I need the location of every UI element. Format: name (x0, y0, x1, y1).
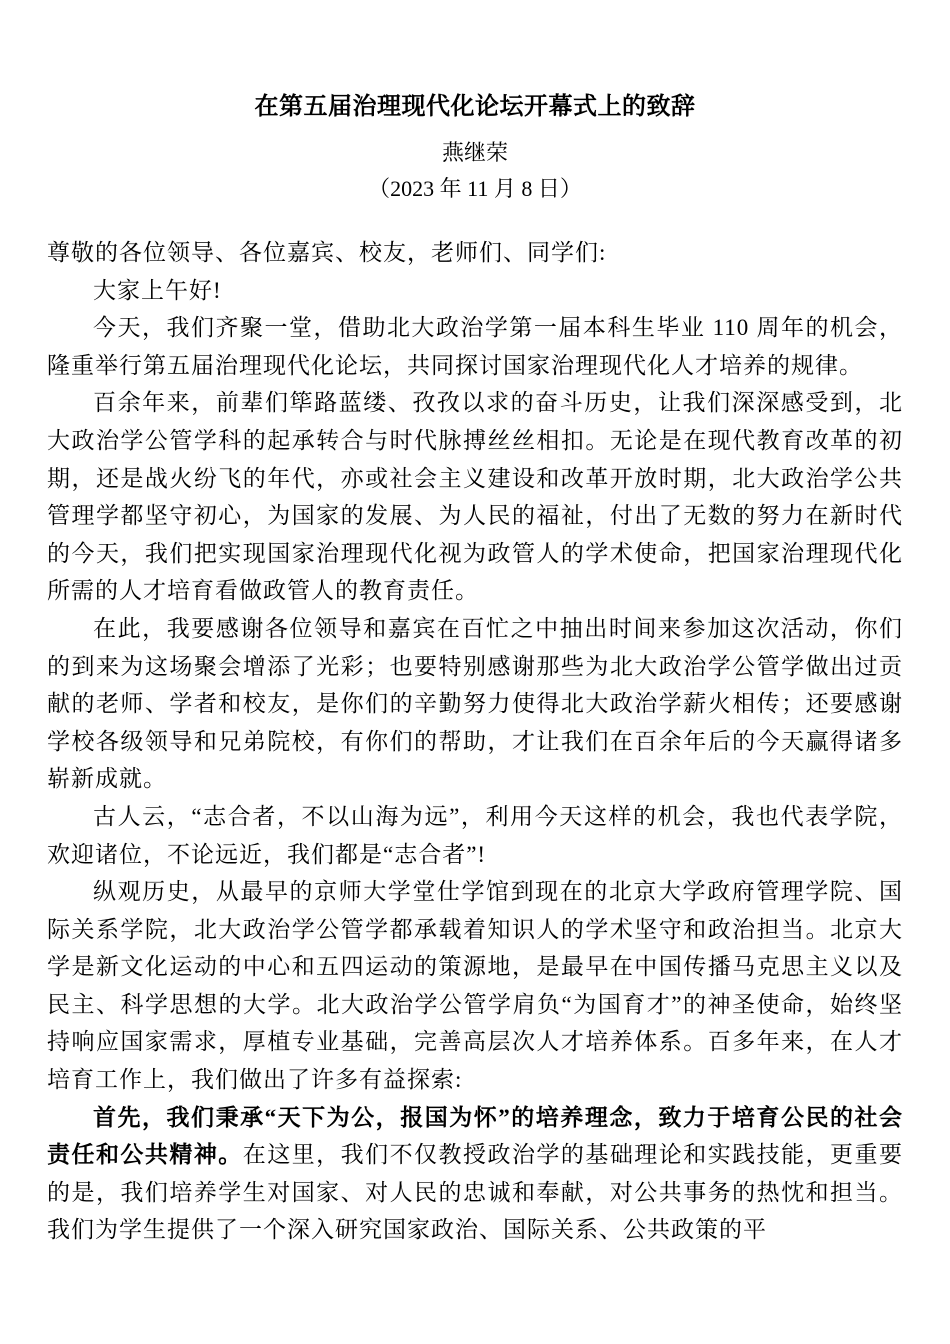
paragraph-first-point (47, 1099, 903, 1249)
document-body (47, 234, 903, 1249)
document-date: （2023 年 11 月 8 日） (368, 176, 582, 201)
paragraph-thanks: 在此，我要感谢各位领导和嘉宾在百忙之中抽出时间来参加这次活动，你们的到来为这场聚会增添了光彩；也要特别感谢那些为北大政治学公管学做出过贡献的老师、学者和校友，是你们的辛勤努力使得北大政治学薪火相传；还要感谢学校各级领导和兄弟院校，有你们的帮助，才让我们在百余年后的今天赢得诸多崭新成就。 (47, 615, 903, 792)
paragraph-greeting-reply: 大家上午好! (93, 277, 222, 303)
paragraph-occasion: 今天，我们齐聚一堂，借助北大政治学第一届本科生毕业 110 周年的机会，隆重举行第五届治理现代化论坛，共同探讨国家治理现代化人才培养的规律。 (47, 315, 903, 378)
paragraph-first-point-bold-lead: 首先，我们秉承“天下为公，报国为怀”的培养理念，致力于培育公民的社会责任和公共精神。 (47, 1104, 903, 1168)
paragraph-quote: 古人云，“志合者，不以山海为远”，利用今天这样的机会，我也代表学院，欢迎诸位，不论远近，我们都是“志合者”! (47, 803, 903, 867)
paragraph-first-point-rest: 在这里，我们不仅教授政治学的基础理论和实践技能，更重要的是，我们培养学生对国家、对人民的忠诚和奉献，对公共事务的热忱和担当。我们为学生提供了一个深入研究国家政治、国际关系、公共政策的平 (47, 1142, 904, 1243)
document-title: 在第五届治理现代化论坛开幕式上的致辞 (254, 93, 696, 120)
salutation-line: 尊敬的各位领导、各位嘉宾、校友，老师们、同学们: (47, 240, 607, 265)
paragraph-history: 百余年来，前辈们筚路蓝缕、孜孜以求的奋斗历史，让我们深深感受到，北大政治学公管学科的起承转合与时代脉搏丝丝相扣。无论是在现代教育改革的初期，还是战火纷飞的年代，亦或社会主义建设和改革开放时期，北大政治学公共管理学都坚守初心，为国家的发展、为人民的福祉，付出了无数的努力在新时代的今天，我们把实现国家治理现代化视为政管人的学术使命，把国家治理现代化所需的人才培育看做政管人的教育责任。 (47, 390, 903, 604)
paragraph-legacy: 纵观历史，从最早的京师大学堂仕学馆到现在的北京大学政府管理学院、国际关系学院，北大政治学公管学都承载着知识人的学术坚守和政治担当。北京大学是新文化运动的中心和五四运动的策源地，是最早在中国传播马克思主义以及民主、科学思想的大学。北大政治学公管学肩负“为国育才”的神圣使命，始终坚持响应国家需求，厚植专业基础，完善高层次人才培养体系。百多年来，在人才培育工作上，我们做出了许多有益探索: (47, 879, 903, 1093)
document-author: 燕继荣 (441, 140, 508, 165)
